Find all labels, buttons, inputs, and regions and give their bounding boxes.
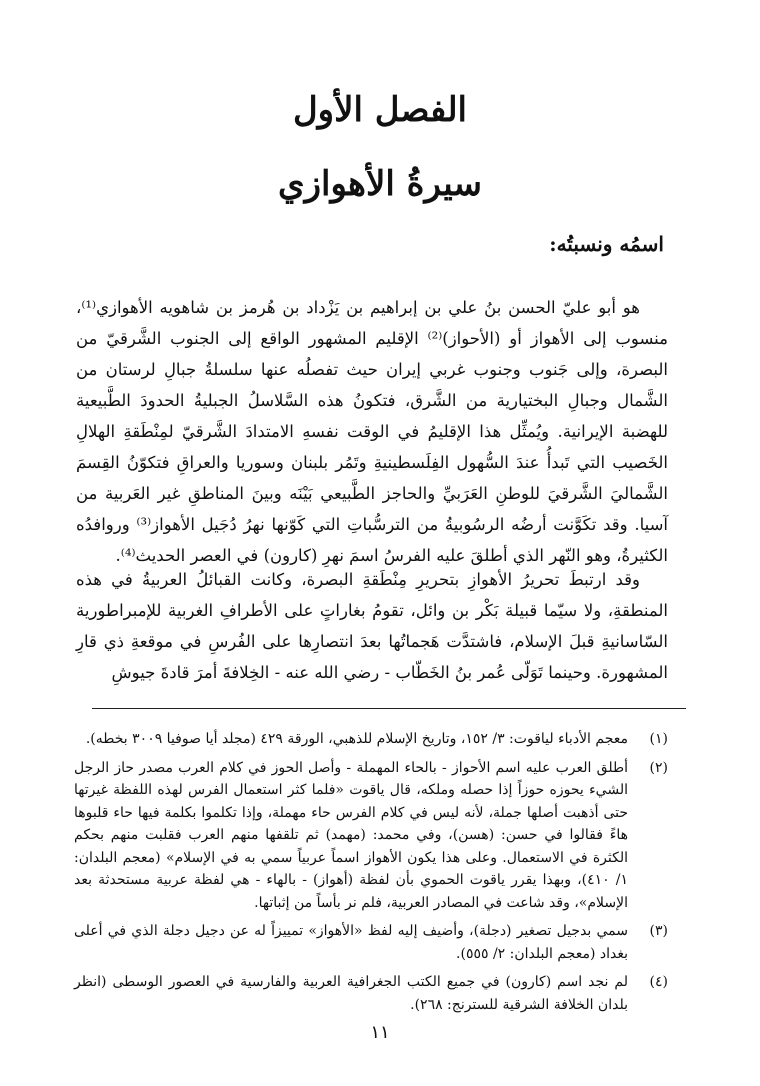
footnote-number: (٢): [649, 759, 668, 776]
footnotes-list: [74, 728, 668, 1022]
footnote-text: معجم الأدباء لياقوت: ٣/ ١٥٢، وتاريخ الإسلام للذهبي، الورقة ٤٢٩ (مجلد أيا صوفيا ٣٠٠٩ بخطه).: [85, 731, 628, 747]
chapter-heading: الفصل الأول: [292, 90, 468, 130]
footnote: [74, 920, 668, 965]
footnote-number: (٣): [649, 923, 668, 939]
footnote-number: (١): [649, 731, 668, 747]
footnote: [74, 757, 668, 915]
chapter-title: سيرةُ الأهوازي: [278, 164, 482, 204]
body-paragraph: وقد ارتبطَ تحريرُ الأهوازِ بتحريرِ مِنْطَقةِ البصرة، وكانت القبائلُ العربيةُ في هذه المنطقةِ، ولا سيّما قبيلة بَكْر بن وائل، تقومُ بغاراتٍ على الأطرافِ الغربية للإمبراطورية السّاسانيةِ قبلَ الإسلام، فاشتدَّت هَجماتُها بعدَ انتصارِها على الفُرسِ في موقعةِ ذي قارِ المشهورة. وحينما تَوَلّى عُمر بنُ الخَطّاب - رضي الله عنه - الخِلافةَ أمرَ قادةَ جيوشِ: [76, 570, 668, 682]
footnote-divider: [92, 708, 686, 709]
footnote-text: لم نجد اسم (كارون) في جميع الكتب الجغرافية العربية والفارسية في العصور الوسطى (انظر بلدان الخلافة الشرقية للسترنج: ٢٦٨).: [74, 974, 628, 1013]
footnote: [74, 971, 668, 1016]
footnote: [74, 728, 668, 751]
body-paragraph: هو أبو عليّ الحسن بنُ علي بن إبراهيم بن يَزْداد بن هُرمز بن شاهويه الأهوازي⁽¹⁾، منسوب إلى الأهواز أو (الأحواز)⁽²⁾ الإقليم المشهور الواقع إلى الجنوب الشَّرقيّ من البصرة، وإلى جَنوب وجنوب غربي إيران حيث تفصلُه عنها سلسلةُ جبالِ لرستان من الشَّمال وجبالِ البختيارية من الشَّرق، فتكونُ هذه السَّلاسلُ الجبليةُ الحدودَ الطَّبيعية للهضبة الإيرانية. ويُمثِّل هذا الإقليمُ في الوقت نفسهِ الامتدادَ الشَّرقيّ لمِنْطَقةِ الهلالِ الخَصيب التي تَبدأُ عندَ السُّهول الفِلَسطينيةِ وتَمُر بلبنان وسوريا والعراقِ فتكوّنُ القِسمَ الشَّماليَ الشَّرقيَ للوطنِ العَرَبيِّ والحاجز الطَّبيعي بَيْنَه وبينَ المناطقِ غير العَربية من آسيا. وقد تكَوَّنت أرضُه الرسُوبيةُ من الترسُّباتِ التي كَوّنها نهرُ دُجَيل الأهواز⁽³⁾ وروافدُه الكثيرةُ، وهو النّهر الذي أطلقَ عليه الفرسُ اسمَ نهرِ (كارون) في العصر الحديث⁽⁴⁾.: [76, 298, 668, 565]
section-heading: اسمُه ونسبتُه:: [549, 232, 664, 256]
footnote-number: (٤): [649, 974, 668, 990]
footnote-text: سمي بدجيل تصغير (دجلة)، وأضيف إليه لفظ «الأهواز» تمييزاً له عن دجيل دجلة الذي في أعلى بغداد (معجم البلدان: ٢/ ٥٥٥).: [74, 923, 628, 962]
page-number: ١١: [370, 1022, 390, 1043]
footnote-text: أطلق العرب عليه اسم الأحواز - بالحاء المهملة - وأصل الحوز في كلام العرب مصدر حاز الرجل الشيء يحوزه حوزاً إذا حصله وملكه، قال ياقوت «فلما كثر استعمال الفرس لهذه اللفظة غيرتها حتى أذهبت أصلها جملة، لأنه ليس في كلام الفرس حاء مهملة، وإذا تكلموا بكلمة فيها حاء قلبوها هاءً فقالوا في حسن: (هسن)، وفي محمد: (مهمد) ثم تلقفها منهم العرب فقلبت منهم بحكم الكثرة في الاستعمال. وعلى هذا يكون الأهواز اسماً عربياً سمي به في الإسلام» (معجم البلدان: ١/ ٤١٠)، وبهذا يقرر ياقوت الحموي بأن لفظة (أهواز) - بالهاء - هي لفظة عربية مستحدثة بعد الإسلام»، وقد شاعت في المصادر العربية، فلم نر بأساً من إثباتها.: [74, 759, 628, 911]
